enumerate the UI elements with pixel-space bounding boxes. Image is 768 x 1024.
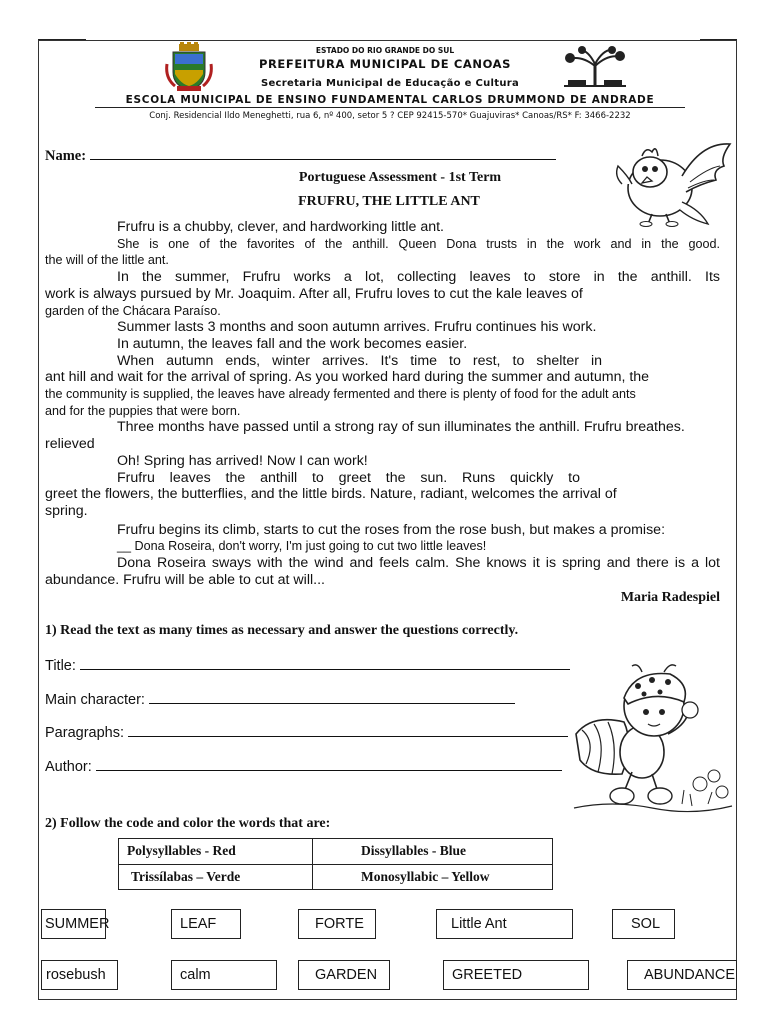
- bird-illustration: [612, 136, 734, 228]
- paragraph: Oh! Spring has arrived! Now I can work!: [117, 452, 368, 469]
- paragraph: Summer lasts 3 months and soon autumn arrives. Frufru continues his work.: [117, 319, 597, 336]
- paragraph: the community is supplied, the leaves have already fermented and there is plenty of food for the adult ants: [45, 387, 636, 402]
- title-field-label: Title:: [45, 656, 570, 674]
- title-input[interactable]: [82, 655, 572, 671]
- code-dissyllables: Dissyllables - Blue: [361, 843, 467, 858]
- corner-mark: [700, 39, 737, 40]
- word-box[interactable]: rosebush: [41, 960, 118, 990]
- table-column-divider: [312, 839, 313, 889]
- paragraph: abundance. Frufru will be able to cut at will...: [45, 571, 325, 588]
- word-box[interactable]: Little Ant: [436, 909, 573, 939]
- paragraph: work is always pursued by Mr. Joaquim. After all, Frufru loves to cut the kale leaves of: [45, 285, 583, 302]
- question2-prompt: 2) Follow the code and color the words that are:: [45, 816, 331, 831]
- word-box[interactable]: GARDEN: [298, 960, 390, 990]
- word-box[interactable]: ABUNDANCE: [627, 960, 737, 990]
- paragraphs-input[interactable]: [132, 722, 572, 738]
- story-text: [45, 219, 720, 588]
- header-address: Conj. Residencial Ildo Meneghetti, rua 6, nº 400, setor 5 ? CEP 92415-570* Guajuviras* Canoas/RS* F: 3466-2232: [149, 111, 631, 121]
- word-box[interactable]: LEAF: [171, 909, 241, 939]
- paragraph: In autumn, the leaves fall and the work becomes easier.: [117, 335, 468, 352]
- story-author: Maria Radespiel: [620, 590, 720, 605]
- color-code-table: [118, 838, 553, 890]
- main-character-field-label: Main character:: [45, 690, 515, 708]
- word-box[interactable]: GREETED: [443, 960, 589, 990]
- paragraphs-field-label: Paragraphs:: [45, 723, 568, 741]
- author-input[interactable]: [97, 756, 563, 772]
- paragraph: the will of the little ant.: [45, 253, 169, 268]
- paragraph: In the summer, Frufru works a lot, collecting leaves to store in the anthill. Its: [117, 269, 720, 286]
- paragraph: She is one of the favorites of the anthill. Queen Dona trusts in the work and in the good.: [117, 236, 720, 251]
- paragraph: Three months have passed until a strong ray of sun illuminates the anthill. Frufru breathes.: [117, 419, 685, 436]
- table-row-divider: [119, 864, 552, 865]
- main-character-input[interactable]: [154, 689, 518, 705]
- paragraph: ant hill and wait for the arrival of spring. As you worked hard during the summer and autumn, the: [45, 369, 650, 386]
- paragraph: garden of the Chácara Paraíso.: [45, 303, 221, 318]
- header-prefecture: PREFEITURA MUNICIPAL DE CANOAS: [258, 57, 512, 71]
- name-input[interactable]: [92, 145, 556, 161]
- author-field-label: Author:: [45, 757, 562, 775]
- paragraph: relieved: [45, 436, 95, 453]
- word-box[interactable]: calm: [171, 960, 277, 990]
- code-trissilabas: Trissílabas – Verde: [131, 869, 241, 884]
- assessment-title: Portuguese Assessment - 1st Term: [298, 170, 502, 185]
- paragraph: spring.: [45, 502, 88, 519]
- paragraph: and for the puppies that were born.: [45, 403, 241, 418]
- paragraph: When autumn ends, winter arrives. It's time to rest, to shelter in: [117, 352, 602, 369]
- story-title: FRUFRU, THE LITTLE ANT: [298, 194, 480, 209]
- header-divider: [95, 107, 685, 108]
- header-state: ESTADO DO RIO GRANDE DO SUL: [315, 46, 455, 55]
- paragraph: Frufru leaves the anthill to greet the sun. Runs quickly to: [117, 469, 580, 486]
- ant-illustration: [572, 664, 734, 816]
- code-monosyllabic: Monosyllabic – Yellow: [361, 869, 490, 884]
- header-school: ESCOLA MUNICIPAL DE ENSINO FUNDAMENTAL CARLOS DRUMMOND DE ANDRADE: [125, 94, 655, 106]
- header-secretariat: Secretaria Municipal de Educação e Cultura: [260, 78, 520, 89]
- word-box[interactable]: SUMMER: [41, 909, 106, 939]
- question1-prompt: 1) Read the text as many times as necessary and answer the questions correctly.: [45, 623, 519, 638]
- code-polysyllables: Polysyllables - Red: [127, 843, 236, 858]
- paragraph: Frufru begins its climb, starts to cut the roses from the rose bush, but makes a promise:: [117, 521, 666, 538]
- paragraph: Dona Roseira sways with the wind and feels calm. She knows it is spring and there is a lot: [117, 555, 720, 572]
- paragraph: greet the flowers, the butterflies, and the little birds. Nature, radiant, welcomes the arrival of: [45, 486, 617, 503]
- paragraph: __ Dona Roseira, don't worry, I'm just going to cut two little leaves!: [117, 539, 487, 554]
- word-box[interactable]: FORTE: [298, 909, 376, 939]
- paragraph: Frufru is a chubby, clever, and hardworking little ant.: [117, 219, 444, 235]
- corner-mark: [38, 39, 86, 40]
- name-label: Name:: [45, 146, 556, 165]
- word-box[interactable]: SOL: [612, 909, 675, 939]
